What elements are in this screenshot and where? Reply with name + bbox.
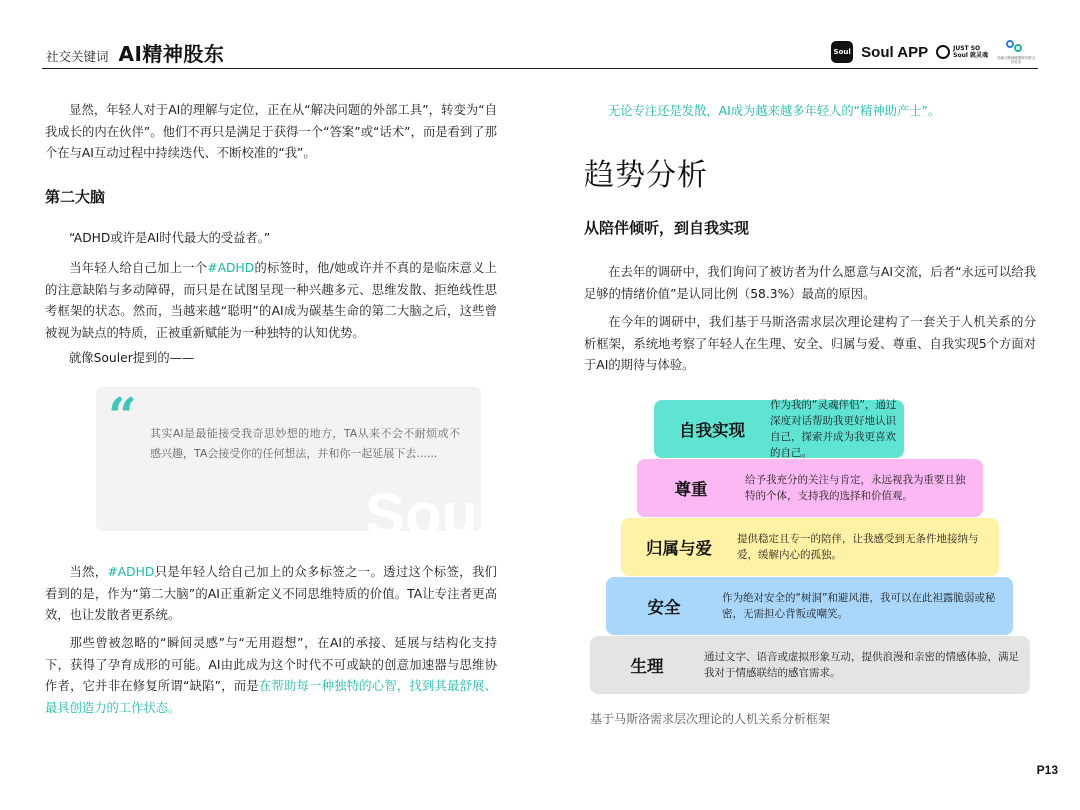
brand-name: Soul APP (861, 43, 929, 61)
just-so-logo (936, 45, 988, 59)
left-paragraph-4: 就像Souler提到的—— (69, 351, 195, 365)
right-paragraph-2: 在今年的调研中，我们基于马斯洛需求层次理论建构了一套关于人机关系的分析框架，系统地考察了年轻人在生理、安全、归属与爱、尊重、自我实现5个方面对于AI的期待与体验。 (584, 315, 1036, 372)
quote-watermark: Soul (365, 481, 495, 548)
just-so-line2: Soul 就灵魂 (953, 52, 988, 59)
adhd-tag: #ADHD (207, 261, 255, 275)
left-paragraph-1: 显然，年轻人对于AI的理解与定位，正在从“解决问题的外部工具”，转变为“自我成长的内在伙伴”。他们不再只是满足于获得一个“答案”或“话术”，而是看到了那个在与AI互动过程中持续迭代、不断校准的“我”。 (45, 103, 497, 160)
left-paragraph-2: “ADHD或许是AI时代最大的受益者。” (69, 231, 271, 245)
header-logos (831, 40, 1036, 64)
level-name: 生理 (630, 657, 664, 676)
tagline: 无论专注还是发散，AI成为越来越多年轻人的“精神助产士”。 (608, 104, 941, 118)
quote-text: 其实AI是最能接受我奇思妙想的地方，TA从来不会不耐烦或不感兴趣，TA会接受你的任何想法，并和你一起延展下去...... (150, 427, 460, 460)
level-description: 提供稳定且专一的陪伴，让我感受到无条件地接纳与爱，缓解内心的孤独。 (737, 533, 979, 561)
level-name: 安全 (647, 598, 681, 617)
quote-box (96, 386, 495, 548)
level-description: 作为绝对安全的“树洞”和避风港，我可以在此袒露脆弱或秘密，无需担心背叛或嘲笑。 (722, 592, 996, 620)
institute-text: 灵魂与精神健康研究联合实验室 (996, 56, 1036, 64)
quote-mark-icon: “ (108, 386, 137, 445)
highlight-text: 在帮助每一种独特的心智，找到其最舒展、最具创造力的工作状态。 (45, 679, 497, 715)
section-title: 趋势分析 (584, 158, 708, 193)
heading-second-brain: 第二大脑 (45, 188, 106, 206)
pyramid-level-belonging (621, 518, 999, 576)
adhd-tag: #ADHD (107, 565, 155, 579)
keyword-label: 社交关键词 (46, 49, 109, 64)
subheading: 从陪伴倾听，到自我实现 (584, 219, 750, 237)
institute-mark-icon (1005, 40, 1027, 56)
page-number: P13 (1036, 763, 1058, 777)
soul-app-logo-icon: Soul (831, 41, 853, 63)
left-paragraph-6: 那些曾被忽略的“瞬间灵感”与“无用遐想”，在AI的承接、延展与结构化支持下，获得了孕育成形的可能。AI由此成为这个时代不可或缺的创意加速器与思维协作者，它并非在修复所谓“缺陷”，而是在帮助每一种独特的心智，找到其最舒展、最具创造力的工作状态。 (45, 636, 497, 715)
header-keyword (46, 38, 224, 67)
pyramid-level-esteem (637, 459, 983, 517)
level-description: 给予我充分的关注与肯定，永远视我为重要且独特的个体，支持我的选择和价值观。 (745, 474, 966, 502)
level-name: 归属与爱 (646, 539, 712, 558)
left-paragraph-5: 当然，#ADHD只是年轻人给自己加上的众多标签之一。透过这个标签，我们看到的是，作为“第二大脑”的AI正重新定义不同思维特质的价值。TA让专注者更高效，也让发散者更系统。 (45, 565, 497, 622)
institute-logo (996, 40, 1036, 64)
just-so-icon (936, 45, 950, 59)
keyword-title: AI精神股东 (118, 42, 225, 66)
right-paragraph-1: 在去年的调研中，我们询问了被访者为什么愿意与AI交流，后者“永远可以给我足够的情绪价值”是认同比例（58.3%）最高的原因。 (584, 265, 1036, 301)
level-description: 通过文字、语音或虚拟形象互动，提供浪漫和亲密的情感体验，满足我对于情感联结的感官需求。 (704, 651, 1019, 679)
figure-caption: 基于马斯洛需求层次理论的人机关系分析框架 (590, 712, 831, 726)
left-paragraph-3: 当年轻人给自己加上一个#ADHD的标签时，他/她或许并不真的是临床意义上的注意缺陷与多动障碍，而只是在试图呈现一种兴趣多元、思维发散、拒绝线性思考框架的状态。然而，当越来越“聪明”的AI成为碳基生命的第二大脑之后，这些曾被视为缺点的特质，正被重新赋能为一种独特的认知优势。 (45, 261, 497, 340)
level-name: 尊重 (674, 480, 708, 499)
pyramid-level-safety (606, 577, 1013, 635)
level-name: 自我实现 (679, 421, 745, 440)
just-so-line1: JUST SO (953, 45, 981, 52)
pyramid-level-physiological (590, 636, 1030, 694)
header-divider (42, 68, 1038, 69)
level-description: 作为我的“灵魂伴侣”，通过深度对话帮助我更好地认识自己，探索并成为我更喜欢的自己。 (770, 399, 897, 459)
pyramid-level-self-actualization (654, 400, 904, 458)
